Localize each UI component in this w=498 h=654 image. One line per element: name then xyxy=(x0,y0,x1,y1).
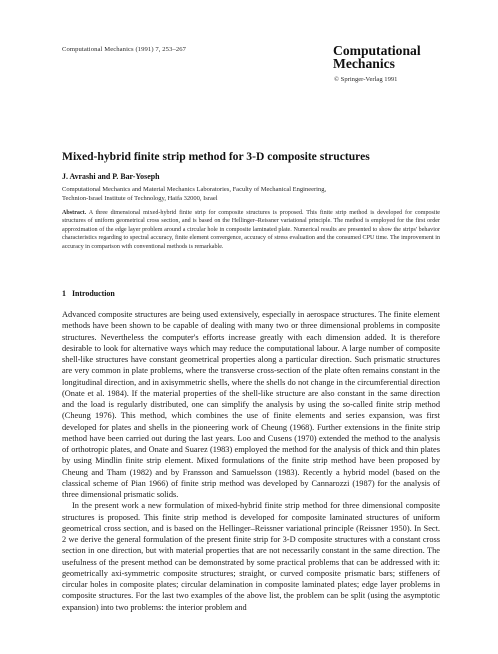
abstract xyxy=(62,209,440,251)
section-number: 1 xyxy=(62,289,66,298)
article-title: Mixed-hybrid finite strip method for 3-D composite structures xyxy=(62,150,370,163)
journal-name-line2: Mechanics xyxy=(333,56,395,71)
affiliation-line: Technion-Israel Institute of Technology, Haifa 32000, Israel xyxy=(62,194,218,202)
running-head: Computational Mechanics (1991) 7, 253–267 xyxy=(62,46,187,53)
body-text xyxy=(62,309,440,613)
journal-masthead xyxy=(333,44,453,83)
section-heading xyxy=(62,289,115,298)
author-affiliation xyxy=(62,186,462,204)
paragraph: Advanced composite structures are being used extensively, especially in aerospace structures. The finite element methods have been shown to be capable of dealing with many two or three dimensional problems in composite structures. Nevertheless the computer's efforts increase greatly with each dimension added. It is therefore desirable to look for alternative ways which may reduce the computational labour. A large number of composite shell-like structures have constant geometrical properties along a particular direction. Such prismatic structures are very common in plate problems, where the transverse cross-section of the plate often remains constant in the longitudinal direction, and in axisymmetric shells, where the shells do not change in the circumferential direction (Onate et al. 1984). If the material properties of the shell-like structure are also constant in the same direction and the load is regularly distributed, one can simplify the analysis by using the so-called finite strip method (Cheung 1976). This method, which combines the use of finite elements and series expansion, was first developed for plates and shells in the pioneering work of Cheung (1968). Further extensions in the finite strip method have been carried out during the last years. Loo and Cusens (1970) extended the method to the analysis of orthotropic plates, and Onate and Suarez (1983) employed the method for the analysis of thick and thin plates by using Mindlin finite strip element. Mixed formulations of the finite strip method have been proposed by Cheung and Tham (1982) and by Fransson and Samuelsson (1983). Recently a hybrid model (based on the classical scheme of Pian 1966) of finite strip method was developed by Cannarozzi (1987) for the analysis of three dimensional prismatic solids. xyxy=(62,310,440,499)
journal-name-line1: Computational xyxy=(333,43,421,58)
section-title: Introduction xyxy=(71,289,115,298)
copyright-notice: © Springer-Verlag 1991 xyxy=(334,76,398,83)
abstract-text: A three dimensional mixed-hybrid finite strip for composite structures is proposed. This finite strip method is developed for composite structures of uniform geometrical cross section, and is based on the Hellinger–Reissner variational principle. The method is employed for the first order approximation of the edge layer problem around a circular hole in composite laminated plate. Numerical results are presented to show the strips' behavior characteristics regarding to spectral accuracy, finite element convergence, accuracy of stress evaluation and the consumed CPU time. The improvement in accuracy in comparison with conventional methods is remarkable. xyxy=(62,210,440,250)
affiliation-line: Computational Mechanics and Material Mechanics Laboratories, Faculty of Mechanical Engineering, xyxy=(62,186,327,193)
article-authors: J. Avrashi and P. Bar-Yoseph xyxy=(62,172,160,181)
abstract-label: Abstract. xyxy=(62,210,87,216)
paragraph: In the present work a new formulation of mixed-hybrid finite strip method for three dimensional composite structures is proposed. This finite strip method is developed for composite laminated structures of uniform geometrical cross section, and is based on the Hellinger–Reissner variational principle (Reissner 1950). In Sect. 2 we derive the general formulation of the present finite strip for 3-D composite structures with a constant cross section in one direction, but with material properties that are not necessarily constant in the same direction. The usefulness of the present method can be demonstrated by some practical problems that can be addressed with it: geometrically axi-symmetric composite structures; straight, or curved composite prismatic bars; stiffeners of circular holes in composite plates; circular delamination in composite laminated plates; edge layer problems in composite structures. For the last two examples of the above list, the problem can be split (using the asymptotic expansion) into two problems: the interior problem and xyxy=(62,501,440,612)
